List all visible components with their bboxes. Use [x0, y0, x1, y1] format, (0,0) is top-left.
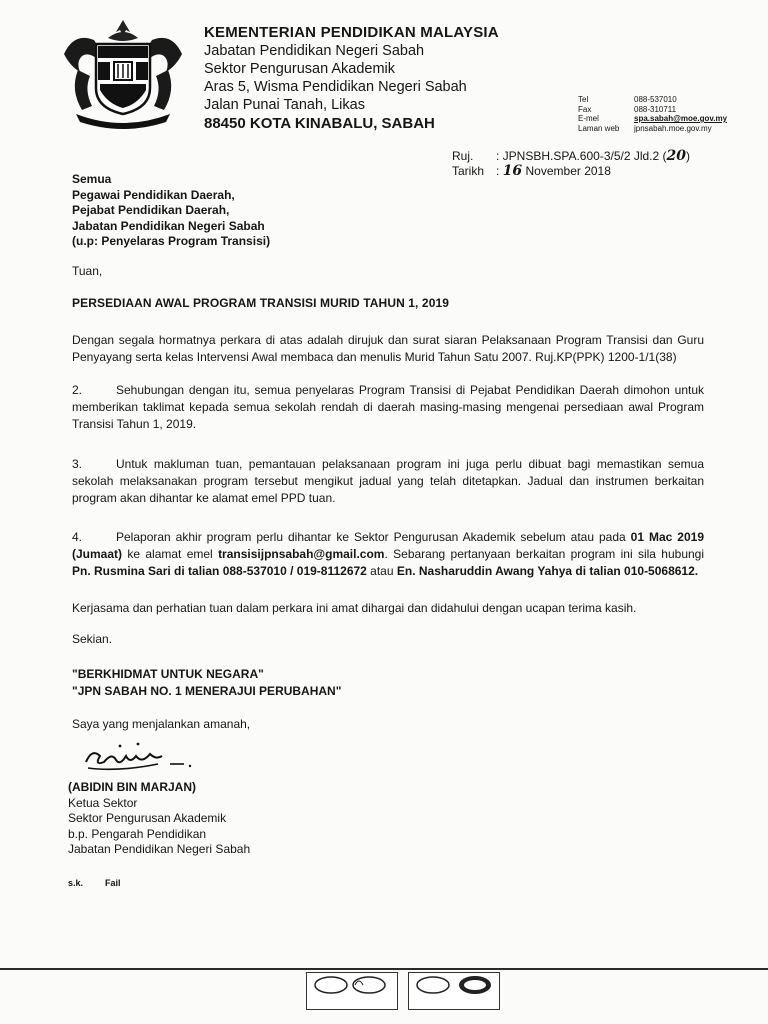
reference-number: Ruj. : JPNSBH.SPA.600-3/5/2 Jld.2 (20) [452, 148, 691, 164]
paragraph-3: 3. Untuk makluman tuan, pemantauan pelaksanaan program ini juga perlu dibuat bagi memastikan semua sekolah melaksanakan program tersebut mengikut jadual yang telah ditetapkan. Jadual dan instrumen berkaitan program akan dihantar ke alamat emel PPD tuan. [72, 457, 704, 505]
letter-subject: PERSEDIAAN AWAL PROGRAM TRANSISI MURID TAHUN 1, 2019 [72, 296, 450, 310]
contact-fax: Fax 088-310711 [578, 104, 677, 114]
certification-logos [306, 972, 500, 1010]
carbon-copy: s.k. Fail [68, 878, 121, 888]
motto: "BERKHIDMAT UNTUK NEGARA" "JPN SABAH NO. 1 MENERAJUI PERUBAHAN" [72, 667, 342, 698]
email-link[interactable]: spa.sabah@moe.gov.my [634, 114, 728, 123]
address-city: 88450 KOTA KINABALU, SABAH [204, 115, 435, 132]
paragraph-5: Kerjasama dan perhatian tuan dalam perkara ini amat dihargai dan didahului dengan ucapan terima kasih. [72, 601, 637, 615]
trust-line: Saya yang menjalankan amanah, [72, 717, 251, 731]
paragraph-2: 2. Sehubungan dengan itu, semua penyelaras Program Transisi di Pejabat Pendidikan Daerah dimohon untuk memberikan taklimat kepada semua sekolah rendah di daerah masing-masing mengenai persediaan awal Program Transisi Tahun 1, 2019. [72, 383, 704, 431]
sector-name: Sektor Pengurusan Akademik [204, 61, 396, 77]
handwritten-signature [80, 738, 200, 778]
department-name: Jabatan Pendidikan Negeri Sabah [204, 43, 425, 59]
paragraph-4: 4. Pelaporan akhir program perlu dihantar ke Sektor Pengurusan Akademik sebelum atau pada 01 Mac 2019 (Jumaat) ke alamat emel transisijpnsabah@gmail.com. Sebarang pertanyaan berkaitan program ini sila hubungi Pn. Rusmina Sari di talian 088-537010 / 019-8112672 atau En. Nasharuddin Awang Yahya di talian 010-5068612. [72, 530, 705, 578]
footer-divider [0, 968, 768, 970]
signatory-name: (ABIDIN BIN MARJAN) [68, 780, 196, 794]
letter-date: Tarikh : 16 November 2018 [452, 163, 611, 179]
report-email-link[interactable]: transisijpnsabah@gmail.com [218, 547, 385, 561]
contact-email: E-mel spa.sabah@moe.gov.my [578, 114, 728, 123]
contact-block [578, 95, 727, 133]
recipient-address: Semua Pegawai Pendidikan Daerah, Pejabat Pendidikan Daerah, Jabatan Pendidikan Negeri Sabah (u.p: Penyelaras Program Transisi) [72, 172, 271, 248]
address-line-1: Aras 5, Wisma Pendidikan Negeri Sabah [204, 79, 467, 95]
closing: Sekian. [72, 632, 113, 646]
certification-logo-2 [408, 972, 500, 1010]
malaysia-crest-logo [58, 14, 188, 132]
website-link[interactable]: jpnsabah.moe.gov.my [634, 123, 712, 133]
paragraph-1: Dengan segala hormatnya perkara di atas adalah dirujuk dan surat siaran Pelaksanaan Program Transisi dan Guru Penyayang serta kelas Intervensi Awal membaca dan menulis Murid Tahun Satu 2007. Ruj.KP(PPK) 1200-1/1(38) [72, 333, 704, 364]
salutation: Tuan, [72, 264, 103, 278]
contact-tel: Tel 088-537010 [578, 95, 677, 104]
address-line-2: Jalan Punai Tanah, Likas [204, 97, 365, 113]
signatory-block: (ABIDIN BIN MARJAN) Ketua Sektor Sektor Pengurusan Akademik b.p. Pengarah Pendidikan Jabatan Pendidikan Negeri Sabah [68, 780, 251, 856]
certification-logo-1 [306, 972, 398, 1010]
ministry-name: KEMENTERIAN PENDIDIKAN MALAYSIA [204, 24, 499, 41]
contact-website: Laman web jpnsabah.moe.gov.my [578, 123, 712, 133]
